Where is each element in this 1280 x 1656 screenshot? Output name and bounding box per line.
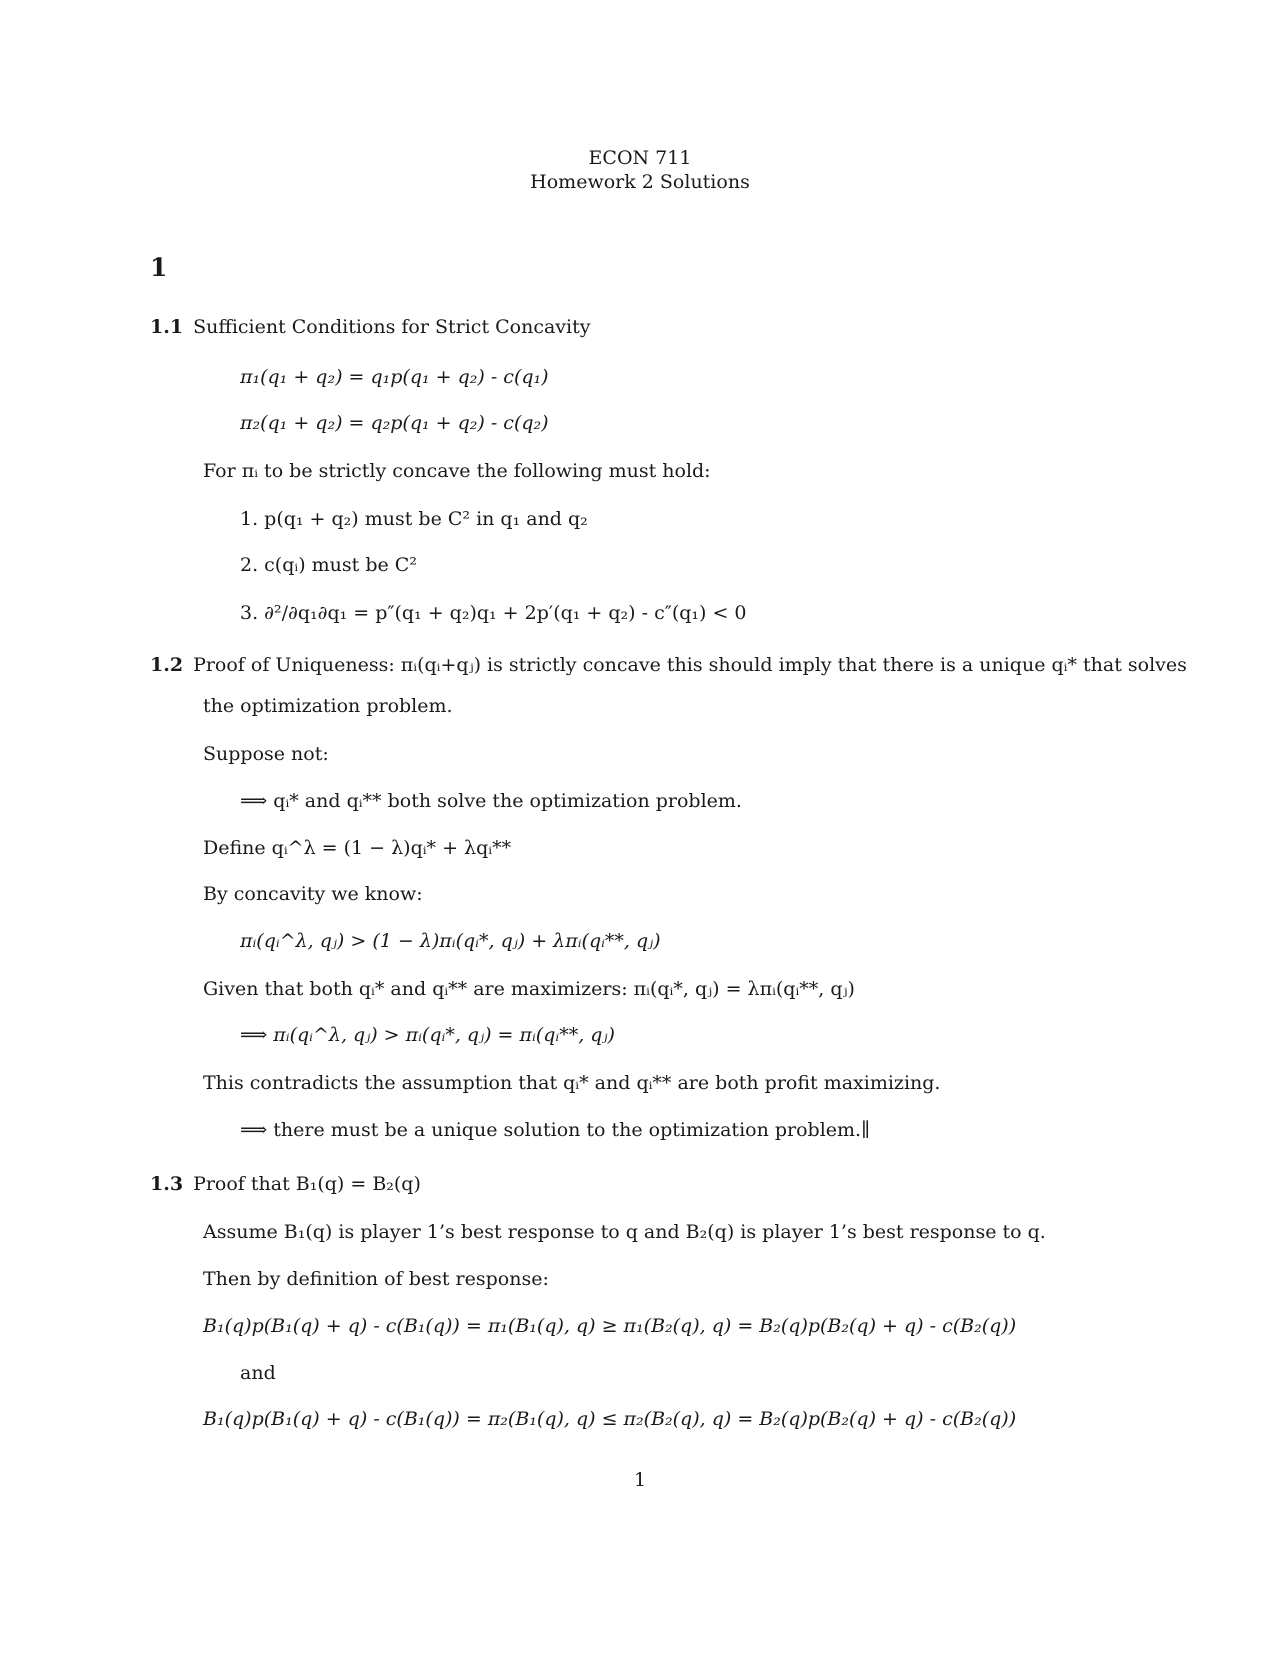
by-definition-text: Then by definition of best response: [203, 1268, 549, 1290]
given-maximizers-text: Given that both qᵢ* and qᵢ** are maximizers: πᵢ(qᵢ*, qⱼ) = λπᵢ(qᵢ**, qⱼ) [203, 978, 855, 1000]
subsection-1-1-title: Sufficient Conditions for Strict Concavity [193, 316, 591, 338]
subsection-1-2-title: Proof of Uniqueness: πᵢ(qᵢ+qⱼ) is strictly concave this should imply that there is a unique qᵢ* that solves [193, 654, 1187, 676]
condition-item-1: 1. p(q₁ + q₂) must be C² in q₁ and q₂ [240, 508, 588, 530]
suppose-not-text: Suppose not: [203, 743, 329, 765]
implication-inequality: ⟹ πᵢ(qᵢ^λ, qⱼ) > πᵢ(qᵢ*, qⱼ) = πᵢ(qᵢ**, qⱼ) [240, 1024, 615, 1046]
subsection-1-1-heading [150, 316, 590, 338]
profit-equation-2: π₂(q₁ + q₂) = q₂p(q₁ + q₂) - c(q₂) [240, 412, 549, 434]
subsection-1-3-heading [150, 1173, 421, 1195]
subsection-1-2-title-continuation: the optimization problem. [203, 695, 453, 717]
and-connector: and [240, 1362, 276, 1384]
uniqueness-conclusion: ⟹ there must be a unique solution to the optimization problem.∥ [240, 1119, 870, 1141]
contradiction-text: This contradicts the assumption that qᵢ* and qᵢ** are both profit maximizing. [203, 1072, 941, 1094]
implication-both-solve: ⟹ qᵢ* and qᵢ** both solve the optimization problem. [240, 790, 742, 812]
define-q-lambda: Define qᵢ^λ = (1 − λ)qᵢ* + λqᵢ** [203, 837, 512, 859]
condition-item-3: 3. ∂²/∂q₁∂q₁ = p″(q₁ + q₂)q₁ + 2p′(q₁ + q₂) - c″(q₁) < 0 [240, 602, 747, 624]
section-number: 1 [150, 253, 168, 282]
concavity-inequality: πᵢ(qᵢ^λ, qⱼ) > (1 − λ)πᵢ(qᵢ*, qⱼ) + λπᵢ(qᵢ**, qⱼ) [240, 930, 661, 952]
condition-item-2: 2. c(qᵢ) must be C² [240, 554, 417, 576]
subsection-1-2-number: 1.2 [150, 654, 184, 676]
concavity-lead-text: For πᵢ to be strictly concave the following must hold: [203, 460, 711, 482]
best-response-equation-b: B₁(q)p(B₁(q) + q) - c(B₁(q)) = π₂(B₁(q), q) ≤ π₂(B₂(q), q) = B₂(q)p(B₂(q) + q) - c(B₂(q)) [203, 1408, 1017, 1430]
subsection-1-3-title: Proof that B₁(q) = B₂(q) [193, 1173, 421, 1195]
course-title: ECON 711 [588, 147, 692, 169]
subsection-1-1-number: 1.1 [150, 316, 184, 338]
profit-equation-1: π₁(q₁ + q₂) = q₁p(q₁ + q₂) - c(q₁) [240, 366, 549, 388]
best-response-equation-a: B₁(q)p(B₁(q) + q) - c(B₁(q)) = π₁(B₁(q), q) ≥ π₁(B₂(q), q) = B₂(q)p(B₂(q) + q) - c(B₂(q)) [203, 1315, 1017, 1337]
assume-best-response-text: Assume B₁(q) is player 1’s best response to q and B₂(q) is player 1’s best response to q. [203, 1221, 1046, 1243]
by-concavity-text: By concavity we know: [203, 883, 423, 905]
document-title: Homework 2 Solutions [530, 171, 750, 193]
page-number: 1 [633, 1469, 647, 1491]
subsection-1-3-number: 1.3 [150, 1173, 184, 1195]
subsection-1-2-heading [150, 654, 1187, 676]
